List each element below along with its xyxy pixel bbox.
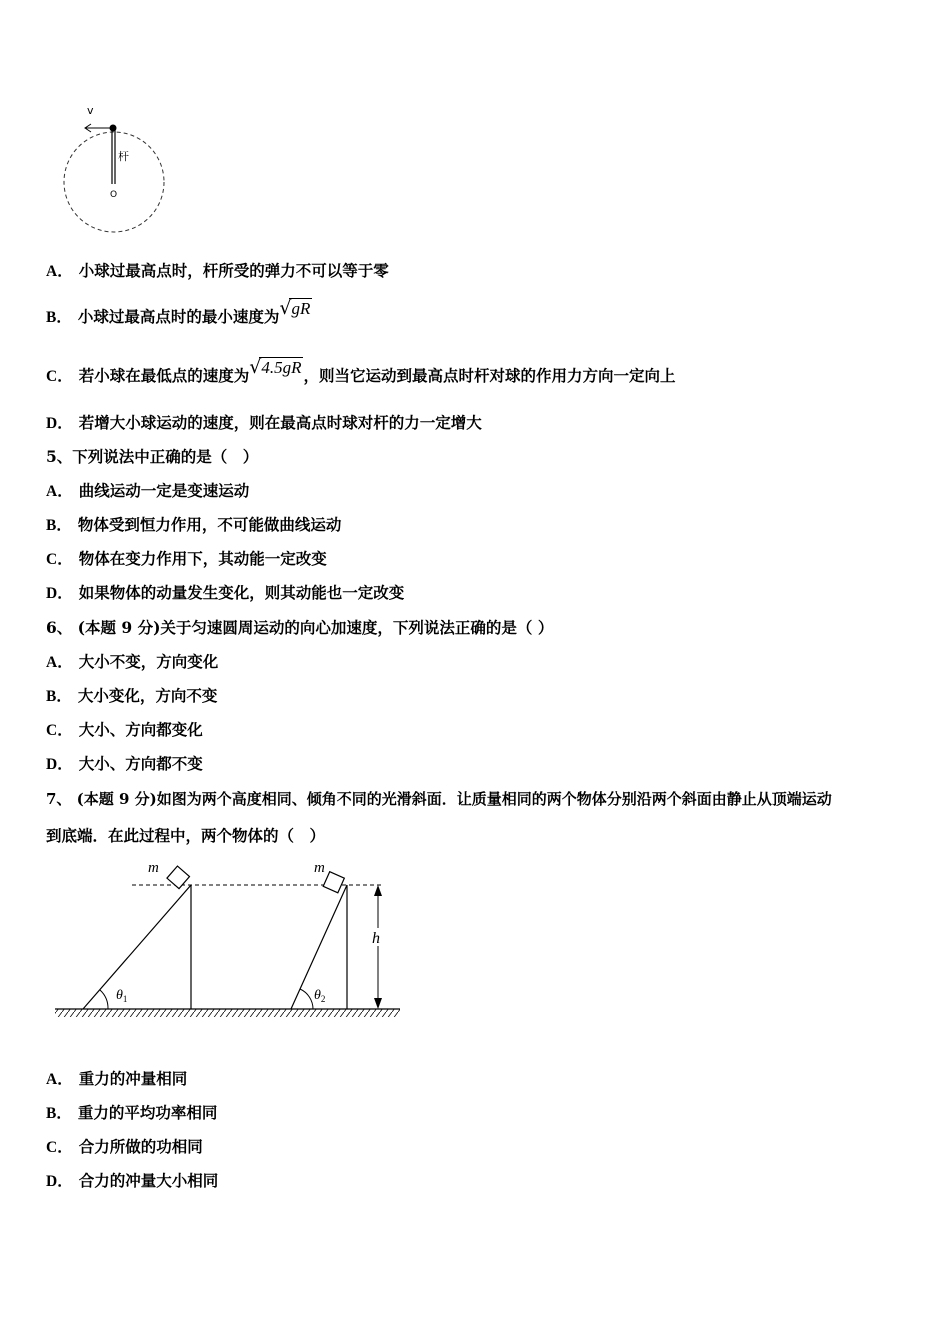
- q5-option-c: C． 物体在变力作用下，其动能一定改变: [46, 549, 327, 568]
- q4-option-d: D． 若增大小球运动的速度，则在最高点时球对杆的力一定增大: [46, 413, 482, 432]
- incline-1-slope: [83, 885, 191, 1009]
- q6-option-b: B． 大小变化，方向不变: [46, 686, 218, 705]
- angle-1-arc: [100, 990, 108, 1009]
- center-label: O: [110, 190, 118, 200]
- q6-stem: 6、 (本题 9 分)关于匀速圆周运动的向心加速度，下列说法正确的是（ ）: [46, 618, 554, 637]
- v-label: v: [87, 104, 94, 117]
- q4-option-c: C． 若小球在最低点的速度为√4.5gR ，则当它运动到最高点时杆对球的作用力方向一定向上: [46, 356, 676, 385]
- q7-stem-line2: 到底端．在此过程中，两个物体的（ ）: [46, 826, 326, 845]
- sqrt-gR: √gR: [279, 297, 311, 319]
- q7-option-a: A． 重力的冲量相同: [46, 1069, 188, 1088]
- ball: [110, 125, 117, 132]
- q6-option-a: A． 大小不变，方向变化: [46, 652, 219, 671]
- angle-2-arc: [300, 989, 313, 1009]
- sqrt-4.5gR: √4.5gR: [249, 356, 302, 378]
- angle-1-label: $\theta_1$: [116, 988, 128, 1004]
- q5-option-a: A． 曲线运动一定是变速运动: [46, 481, 250, 500]
- q6-option-c: C． 大小、方向都变化: [46, 720, 203, 739]
- q7-option-b: B． 重力的平均功率相同: [46, 1103, 218, 1122]
- block-2: [323, 872, 344, 893]
- q7-option-d: D． 合力的冲量大小相同: [46, 1171, 219, 1190]
- ground-hatch: [55, 1009, 400, 1017]
- inclines-figure: [50, 852, 410, 1027]
- q5-stem: 5、下列说法中正确的是（ ）: [46, 447, 259, 466]
- mass-label-2: m: [314, 860, 325, 876]
- q4-option-b: B． 小球过最高点时的最小速度为√gR: [46, 297, 311, 326]
- circular-motion-figure: [60, 98, 175, 243]
- rod-label: 杆: [118, 150, 129, 163]
- orbit-circle: [64, 132, 164, 232]
- angle-2-label: $\theta_2$: [314, 988, 326, 1004]
- q7-stem-line1: 7、 (本题 9 分)如图为两个高度相同、倾角不同的光滑斜面．让质量相同的两个物体分别沿两个斜面由静止从顶端运动: [46, 790, 832, 808]
- mass-label-1: m: [148, 860, 159, 876]
- height-label: h: [372, 930, 380, 947]
- q5-option-d: D． 如果物体的动量发生变化，则其动能也一定改变: [46, 583, 405, 602]
- q6-option-d: D． 大小、方向都不变: [46, 754, 203, 773]
- q5-option-b: B． 物体受到恒力作用，不可能做曲线运动: [46, 515, 342, 534]
- q7-option-c: C． 合力所做的功相同: [46, 1137, 203, 1156]
- q4-option-a: A． 小球过最高点时，杆所受的弹力不可以等于零: [46, 261, 389, 280]
